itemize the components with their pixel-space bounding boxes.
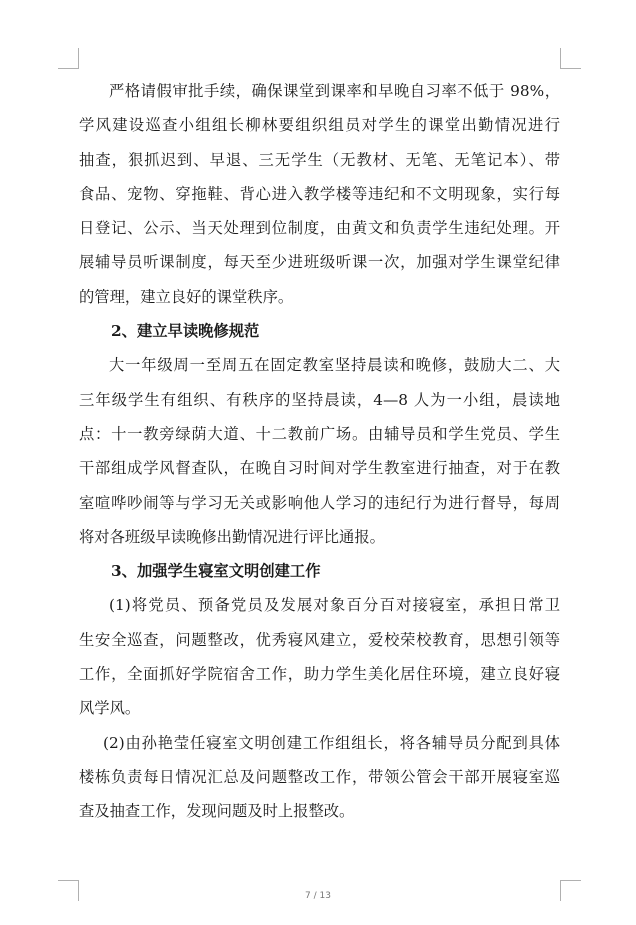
text-line: 将对各班级早读晚修出勤情况进行评比通报。 xyxy=(79,527,385,546)
text-line: 干部组成学风督查队，在晚自习时间对学生教室进行抽查，对于在教 xyxy=(79,459,560,478)
paragraph-dorm-item-1 xyxy=(79,588,560,725)
text-line: 学风建设巡查小组组长柳林要组织组员对学生的课堂出勤情况进行 xyxy=(79,116,560,135)
text-line: 室喧哗吵闹等与学习无关或影响他人学习的违纪行为进行督导，每周 xyxy=(79,493,560,512)
text-line: 展辅导员听课制度，每天至少进班级听课一次，加强对学生课堂纪律 xyxy=(79,253,560,272)
text-line: 点：十一教旁绿荫大道、十二教前广场。由辅导员和学生党员、学生 xyxy=(79,424,560,443)
paragraph-morning-reading xyxy=(79,348,560,554)
text-line: 日登记、公示、当天处理到位制度，由黄文和负责学生违纪处理。开 xyxy=(79,219,560,238)
page-number: 7 / 13 xyxy=(305,891,331,901)
text-line: 生安全巡查，问题整改，优秀寝风建立，爱校荣校教育，思想引领等 xyxy=(79,630,560,649)
text-line: 大一年级周一至周五在固定教室坚持晨读和晚修，鼓励大二、大 xyxy=(109,356,560,375)
document-body xyxy=(79,74,560,829)
section-heading: 3、加强学生寝室文明创建工作 xyxy=(111,562,321,581)
text-line: (2)由孙艳莹任寝室文明创建工作组组长，将各辅导员分配到具体 xyxy=(103,733,560,752)
text-line: 风学风。 xyxy=(79,699,141,718)
section-heading: 2、建立早读晚修规范 xyxy=(111,322,260,341)
text-line: 三年级学生有组织、有秩序的坚持晨读，4—8 人为一小组，晨读地 xyxy=(79,390,560,409)
text-line: 的管理，建立良好的课堂秩序。 xyxy=(79,287,294,306)
crop-mark-top-right xyxy=(560,48,581,69)
text-line: 抽查，狠抓迟到、早退、三无学生（无教材、无笔、无笔记本）、带 xyxy=(79,150,560,169)
text-line: 严格请假审批手续，确保课堂到课率和早晚自习率不低于 98%， xyxy=(109,82,560,100)
text-line: 楼栋负责每日情况汇总及问题整改工作，带领公管会干部开展寝室巡 xyxy=(79,767,560,786)
text-line: 工作，全面抓好学院宿舍工作，助力学生美化居住环境，建立良好寝 xyxy=(79,665,560,684)
text-line: 食品、宠物、穿拖鞋、背心进入教学楼等违纪和不文明现象，实行每 xyxy=(79,184,560,203)
crop-mark-top-left xyxy=(58,48,79,69)
paragraph-attendance xyxy=(79,74,560,314)
paragraph-dorm-item-2 xyxy=(79,726,560,829)
text-line: 查及抽查工作，发现问题及时上报整改。 xyxy=(79,802,355,821)
text-line: (1)将党员、预备党员及发展对象百分百对接寝室，承担日常卫 xyxy=(109,596,560,615)
